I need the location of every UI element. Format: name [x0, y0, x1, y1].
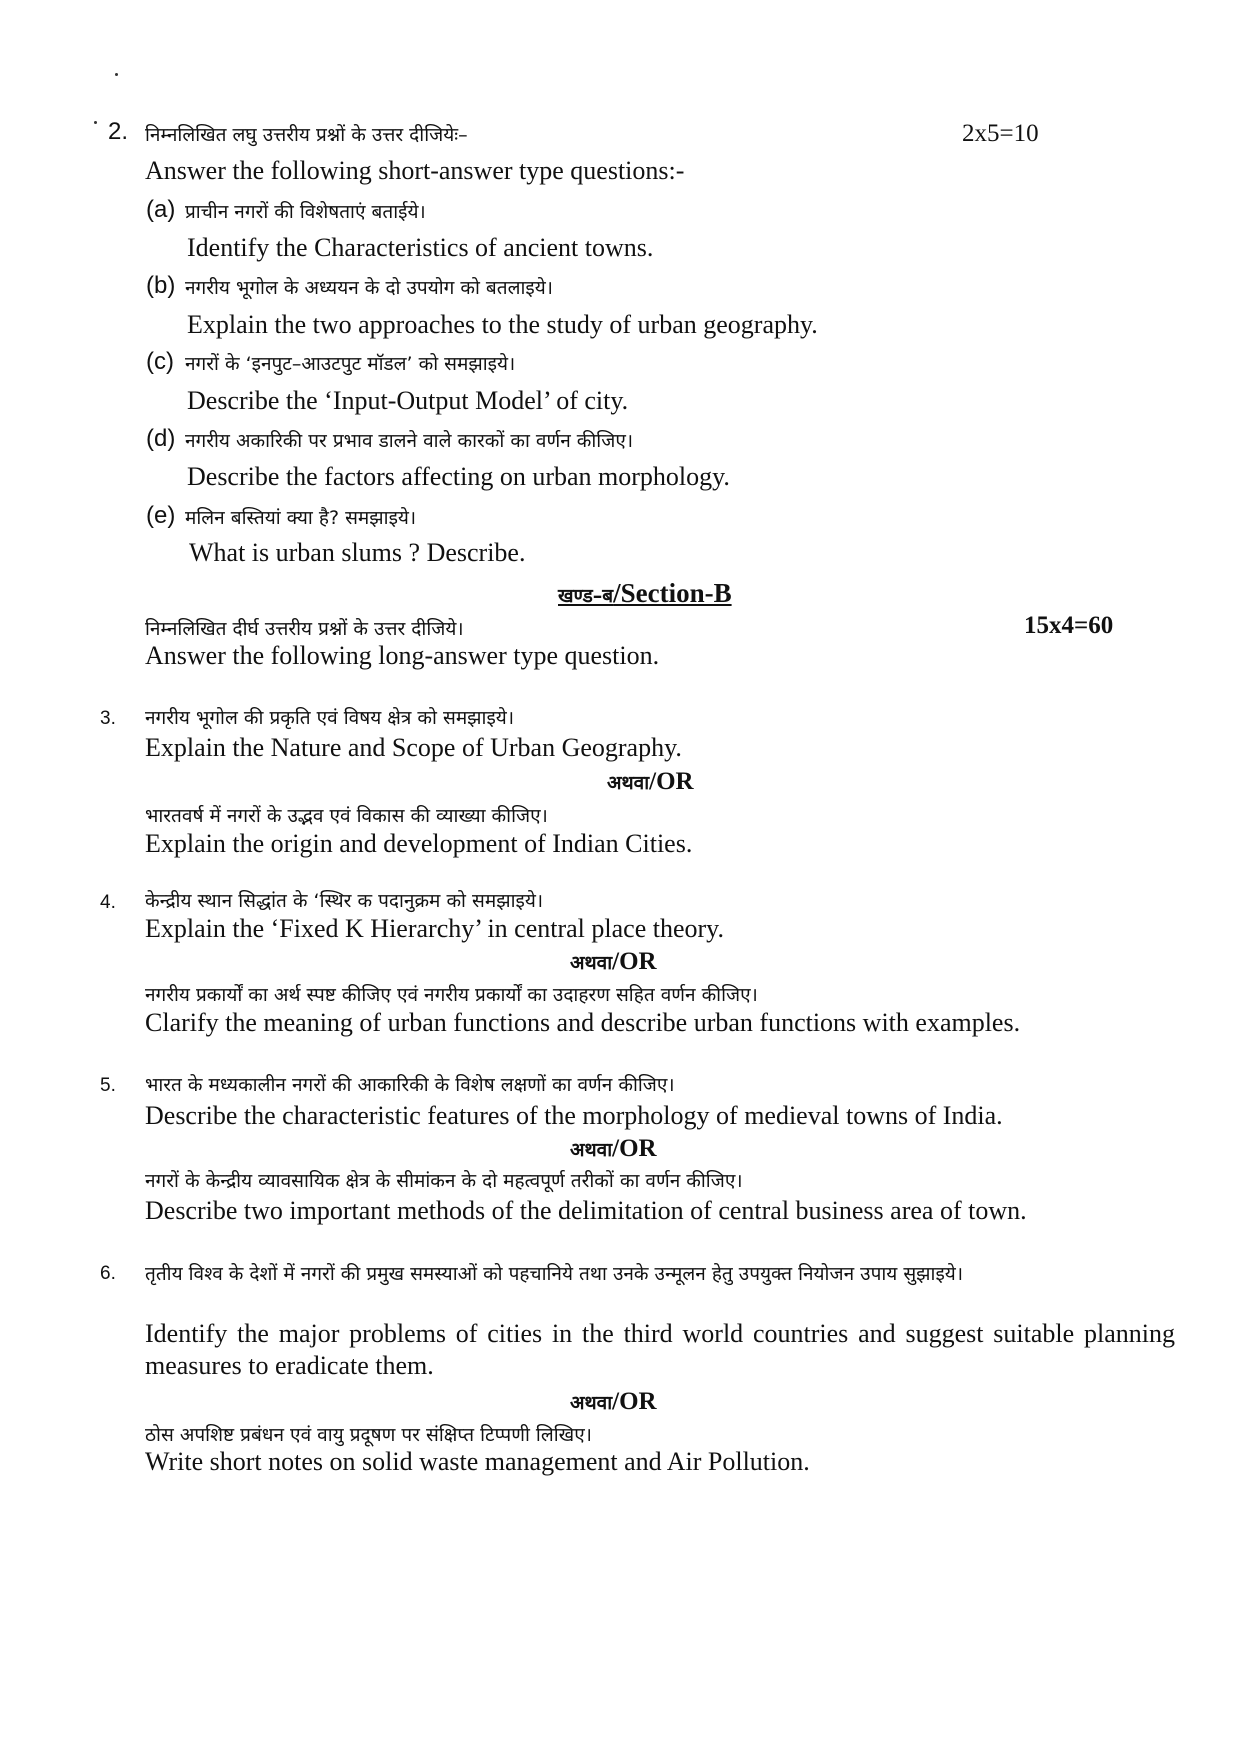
q2c-hindi: नगरों के ‘इनपुट–आउटपुट मॉडल’ को समझाइये। — [185, 353, 516, 375]
q3-or — [607, 768, 694, 796]
section-b-title — [558, 578, 732, 609]
section-b-title-english: /Section-B — [613, 578, 732, 608]
q6-english: Identify the major problems of cities in the third world countries and suggest suitable planning measures to eradicate them. — [145, 1319, 1175, 1380]
q4-or — [570, 948, 657, 976]
q2e-english: What is urban slums ? Describe. — [189, 538, 526, 567]
q2d-hindi: नगरीय अकारिकी पर प्रभाव डालने वाले कारकों का वर्णन कीजिए। — [185, 430, 634, 452]
q6-or — [570, 1388, 657, 1416]
scan-mark — [115, 73, 118, 76]
q4-hindi: केन्द्रीय स्थान सिद्धांत के ‘स्थिर क पदानुक्रम को समझाइये। — [145, 890, 544, 912]
q4-alt-english: Clarify the meaning of urban functions and describe urban functions with examples. — [145, 1008, 1021, 1037]
or-hindi: अथवा — [607, 772, 650, 794]
q2e-letter: (e) — [146, 502, 176, 529]
or-hindi: अथवा — [570, 1392, 613, 1414]
or-hindi: अथवा — [570, 952, 613, 974]
q2a-hindi: प्राचीन नगरों की विशेषताएं बताईये। — [185, 201, 426, 223]
q2e-hindi: मलिन बस्तियां क्या है? समझाइये। — [185, 507, 417, 529]
section-b-marks: 15x4=60 — [1024, 612, 1114, 639]
or-english: /OR — [612, 1388, 657, 1415]
q5-or — [570, 1135, 657, 1163]
q3-alt-hindi: भारतवर्ष में नगरों के उद्भव एवं विकास की व्याख्या कीजिए। — [145, 805, 548, 827]
q6-alt-english: Write short notes on solid waste management and Air Pollution. — [145, 1447, 810, 1476]
q6-number: 6. — [100, 1263, 116, 1284]
q4-english: Explain the ‘Fixed K Hierarchy’ in central place theory. — [145, 914, 724, 943]
q2c-letter: (c) — [146, 348, 174, 375]
q2-english: Answer the following short-answer type questions:- — [145, 156, 685, 185]
q2b-hindi: नगरीय भूगोल के अध्ययन के दो उपयोग को बतलाइये। — [185, 277, 553, 299]
q4-number: 4. — [100, 892, 116, 913]
q5-alt-english: Describe two important methods of the delimitation of central business area of town. — [145, 1196, 1027, 1225]
q5-english: Describe the characteristic features of the morphology of medieval towns of India. — [145, 1101, 1003, 1130]
q6-hindi: तृतीय विश्व के देशों में नगरों की प्रमुख समस्याओं को पहचानिये तथा उनके उन्मूलन हेतु उपयुक्त नियोजन उपाय सुझाइये। — [145, 1263, 964, 1285]
q3-english: Explain the Nature and Scope of Urban Geography. — [145, 733, 682, 762]
or-english: /OR — [612, 1135, 657, 1162]
q3-number: 3. — [100, 708, 116, 729]
or-english: /OR — [612, 948, 657, 975]
q2-marks: 2x5=10 — [962, 120, 1039, 147]
q2-number: 2. — [108, 118, 129, 145]
q2a-letter: (a) — [146, 196, 176, 223]
section-b-instruction-hindi: निम्नलिखित दीर्घ उत्तरीय प्रश्नों के उत्तर दीजिये। — [145, 618, 464, 640]
or-english: /OR — [649, 768, 694, 795]
q6-alt-hindi: ठोस अपशिष्ट प्रबंधन एवं वायु प्रदूषण पर संक्षिप्त टिप्पणी लिखिए। — [145, 1424, 592, 1446]
q2a-english: Identify the Characteristics of ancient towns. — [187, 233, 654, 262]
section-b-title-hindi: खण्ड–ब — [558, 585, 614, 607]
q2d-english: Describe the factors affecting on urban morphology. — [187, 462, 730, 491]
q3-hindi: नगरीय भूगोल की प्रकृति एवं विषय क्षेत्र को समझाइये। — [145, 707, 515, 729]
q4-alt-hindi: नगरीय प्रकार्यों का अर्थ स्पष्ट कीजिए एवं नगरीय प्रकार्यों का उदाहरण सहित वर्णन कीजिए। — [145, 984, 758, 1006]
q5-alt-hindi: नगरों के केन्द्रीय व्यावसायिक क्षेत्र के सीमांकन के दो महत्वपूर्ण तरीकों का वर्णन कीजिए। — [145, 1170, 743, 1192]
q2b-english: Explain the two approaches to the study of urban geography. — [187, 310, 818, 339]
q2-hindi: निम्नलिखित लघु उत्तरीय प्रश्नों के उत्तर दीजियेः– — [145, 124, 468, 146]
q2d-letter: (d) — [146, 425, 176, 452]
q5-number: 5. — [100, 1075, 116, 1096]
section-b-instruction-english: Answer the following long-answer type question. — [145, 641, 660, 670]
or-hindi: अथवा — [570, 1139, 613, 1161]
q5-hindi: भारत के मध्यकालीन नगरों की आकारिकी के विशेष लक्षणों का वर्णन कीजिए। — [145, 1074, 675, 1096]
q3-alt-english: Explain the origin and development of Indian Cities. — [145, 829, 693, 858]
scan-mark — [94, 121, 97, 124]
q2c-english: Describe the ‘Input-Output Model’ of city. — [187, 386, 629, 415]
q2b-letter: (b) — [146, 272, 176, 299]
